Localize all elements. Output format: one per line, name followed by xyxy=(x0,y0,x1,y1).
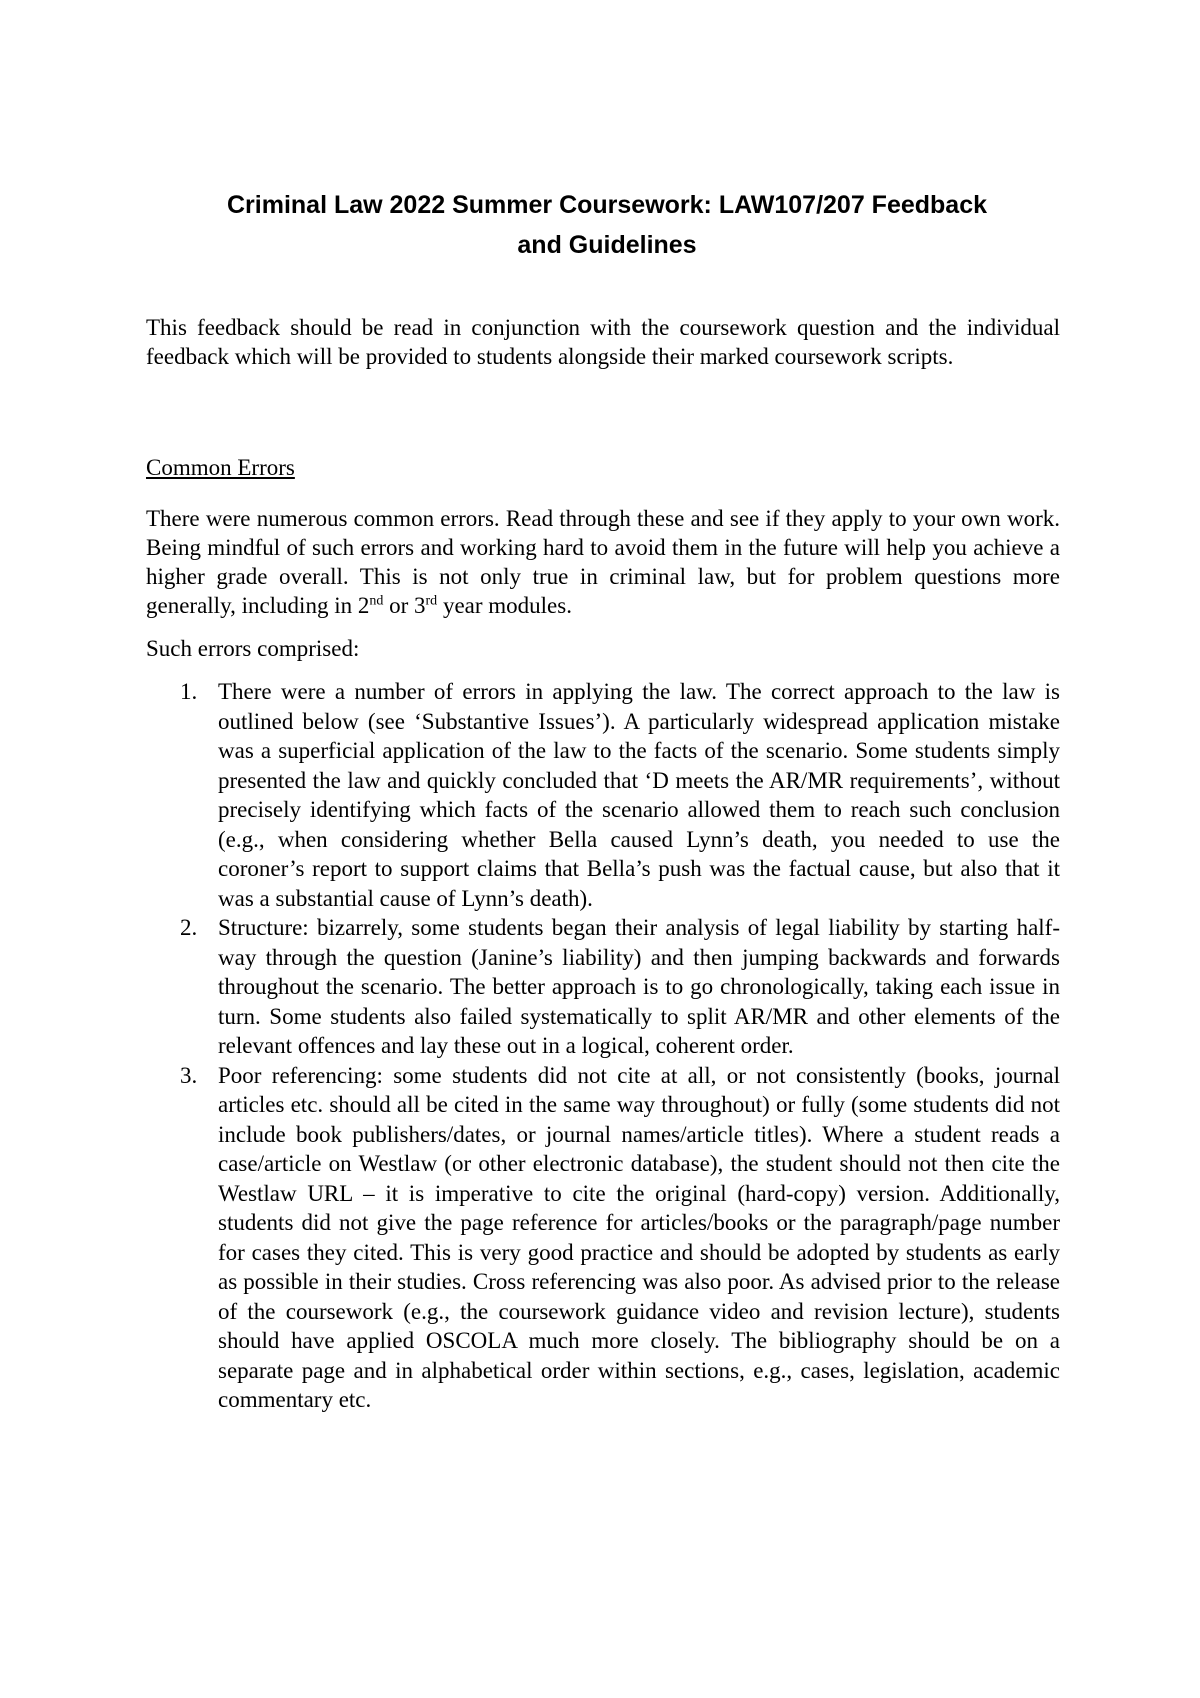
errors-intro-part-2: or 3 xyxy=(383,593,426,618)
superscript-nd: nd xyxy=(369,593,384,609)
errors-comprised-label: Such errors comprised: xyxy=(146,636,360,661)
common-errors-intro xyxy=(146,504,1060,620)
list-item-text: There were a number of errors in applying the law. The correct approach to the law is outlined below (see ‘Substantive Issues’). A particularly widespread application mistake was a superficial application of the law to the facts of the scenario. Some students simply presented the law and quickly concluded that ‘D meets the AR/MR requirements’, without precisely identifying which facts of the scenario allowed them to reach such conclusion (e.g., when considering whether Bella caused Lynn’s death, you needed to use the coroner’s report to support claims that Bella’s push was the factual cause, but also that it was a substantial cause of Lynn’s death). xyxy=(218,679,1060,911)
error-list xyxy=(146,677,1060,1415)
list-item xyxy=(146,677,1060,913)
title-line-1: Criminal Law 2022 Summer Coursework: LAW107/207 Feedback xyxy=(226,191,988,219)
title-line-2: and Guidelines xyxy=(517,231,697,259)
common-errors-heading: Common Errors xyxy=(146,455,295,480)
errors-intro-part-3: year modules. xyxy=(437,593,572,618)
list-item xyxy=(146,913,1060,1061)
list-item-text: Poor referencing: some students did not cite at all, or not consistently (books, journal articles etc. should all be cited in the same way throughout) or fully (some students did not include book publishers/dates, or journal names/article titles). Where a student reads a case/article on Westlaw (or other electronic database), the student should not then cite the Westlaw URL – it is imperative to cite the original (hard-copy) version. Additionally, students did not give the page reference for articles/books or the paragraph/page number for cases they cited. This is very good practice and should be adopted by students as early as possible in their studies. Cross referencing was also poor. As advised prior to the release of the coursework (e.g., the coursework guidance video and revision lecture), students should have applied OSCOLA much more closely. The bibliography should be on a separate page and in alphabetical order within sections, e.g., cases, legislation, academic commentary etc. xyxy=(218,1062,1060,1412)
list-item-number: 2. xyxy=(180,915,198,940)
document-title xyxy=(146,185,1060,265)
list-item-text: Structure: bizarrely, some students began their analysis of legal liability by starting half-way through the question (Janine’s liability) and then jumping backwards and forwards throughout the scenario. The better approach is to go chronologically, taking each issue in turn. Some students also failed systematically to split AR/MR and other elements of the relevant offences and lay these out in a logical, coherent order. xyxy=(218,915,1060,1058)
list-item-number: 1. xyxy=(180,679,198,704)
list-item-number: 3. xyxy=(180,1062,198,1088)
errors-intro-part-1: There were numerous common errors. Read through these and see if they apply to your own work. Being mindful of such errors and working hard to avoid them in the future will help you achieve a higher grade overall. This is not only true in criminal law, but for problem questions more generally, including in 2 xyxy=(146,506,1060,618)
list-item xyxy=(146,1061,1060,1415)
intro-paragraph: This feedback should be read in conjunction with the coursework question and the individual feedback which will be provided to students alongside their marked coursework scripts. xyxy=(146,315,1060,369)
superscript-rd: rd xyxy=(425,593,438,609)
